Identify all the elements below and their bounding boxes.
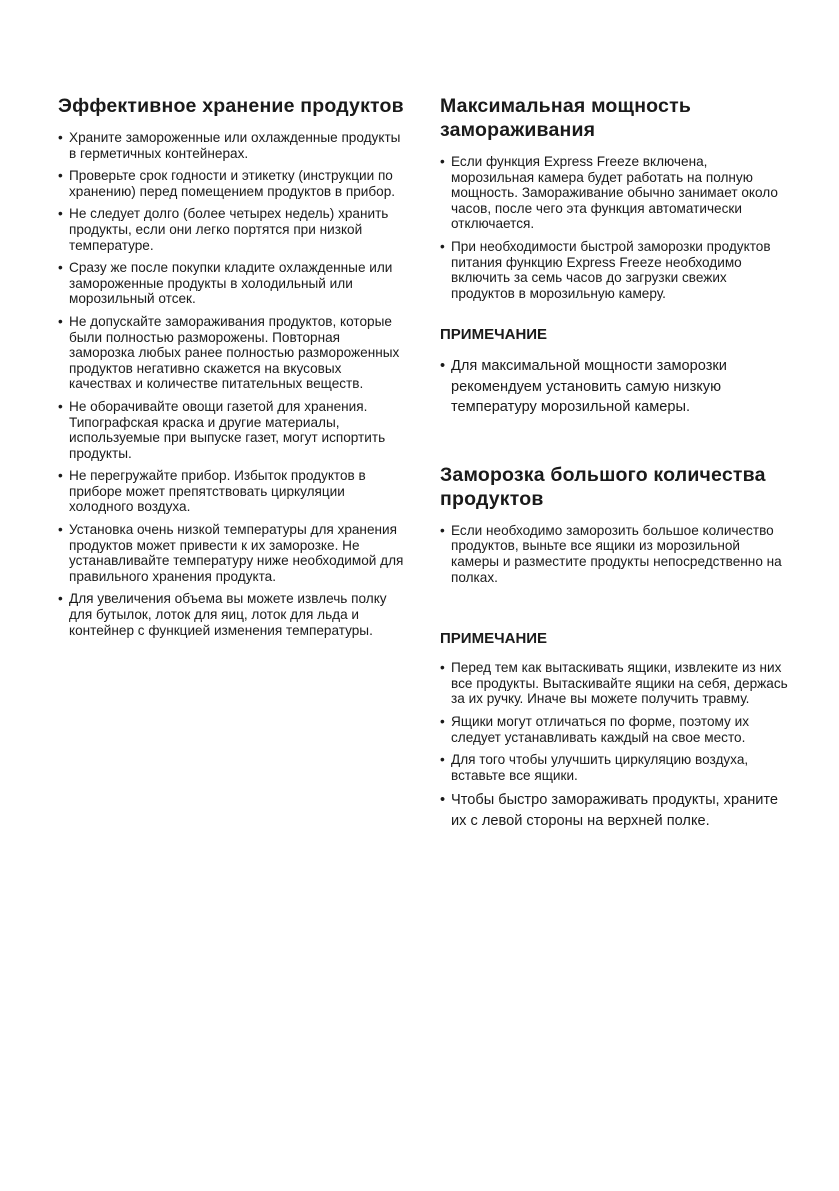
- bulk-freezing-heading: Заморозка большого количества продуктов: [440, 463, 766, 510]
- list-item: • Чтобы быстро замораживать продукты, храните их с левой стороны на верхней полке.: [440, 790, 790, 831]
- note-list: [440, 660, 790, 783]
- storage-list: [58, 130, 404, 638]
- list-item: • Для увеличения объема вы можете извлечь полку для бутылок, лоток для яиц, лоток для льда и контейнер с функцией изменения температуры.: [58, 591, 404, 638]
- note-list-large: [440, 790, 790, 831]
- list-item: • При необходимости быстрой заморозки продуктов питания функцию Express Freeze необходимо включить за семь часов до загрузки свежих продуктов в морозильную камеру.: [440, 239, 790, 301]
- spacer: [440, 592, 790, 630]
- list-item: • Не допускайте замораживания продуктов, которые были полностью разморожены. Повторная заморозка любых ранее полностью размороженных продуктов негативно скажется на вкусовых качествах и количестве питательных веществ.: [58, 314, 404, 392]
- list-item: • Если необходимо заморозить большое количество продуктов, выньте все ящики из морозильной камеры и разместите продукты непосредственно на полках.: [440, 523, 790, 585]
- note-heading: ПРИМЕЧАНИЕ: [440, 630, 548, 648]
- note-heading: ПРИМЕЧАНИЕ: [440, 326, 548, 344]
- list-item: • Если функция Express Freeze включена, морозильная камера будет работать на полную мощность. Замораживание обычно занимает около часов, после чего эта функция автоматически отключается.: [440, 154, 790, 232]
- list-item: • Не оборачивайте овощи газетой для хранения. Типографская краска и другие материалы, используемые при выпуске газет, могут испортить продукты.: [58, 399, 404, 461]
- spacer: [440, 308, 790, 326]
- list-item: • Сразу же после покупки кладите охлажденные или замороженные продукты в холодильный или морозильный отсек.: [58, 260, 404, 307]
- right-column: [440, 94, 790, 838]
- list-item: • Перед тем как вытаскивать ящики, извлеките из них все продукты. Вытаскивайте ящики на себя, держась за их ручку. Иначе вы можете получить травму.: [440, 660, 790, 707]
- list-item: • Проверьте срок годности и этикетку (инструкции по хранению) перед помещением продуктов в прибор.: [58, 168, 404, 199]
- max-freezing-list: [440, 154, 790, 301]
- list-item: • Не перегружайте прибор. Избыток продуктов в приборе может препятствовать циркуляции холодного воздуха.: [58, 468, 404, 515]
- max-freezing-heading: Максимальная мощность замораживания: [440, 95, 692, 141]
- list-item: • Храните замороженные или охлажденные продукты в герметичных контейнерах.: [58, 130, 404, 161]
- list-item: • Для максимальной мощности заморозки рекомендуем установить самую низкую температуру морозильной камеры.: [440, 356, 790, 418]
- list-item: • Установка очень низкой температуры для хранения продуктов может привести к их заморозке. Не устанавливайте температуру ниже необходимой для правильного хранения продукта.: [58, 522, 404, 584]
- left-column: [58, 94, 404, 645]
- bulk-freezing-list: [440, 523, 790, 585]
- list-item: • Ящики могут отличаться по форме, поэтому их следует устанавливать каждый на свое место.: [440, 714, 790, 745]
- list-item: • Для того чтобы улучшить циркуляцию воздуха, вставьте все ящики.: [440, 752, 790, 783]
- storage-heading: Эффективное хранение продуктов: [58, 95, 404, 117]
- note-list: [440, 356, 790, 418]
- list-item: • Не следует долго (более четырех недель) хранить продукты, если они легко портятся при низкой температуре.: [58, 206, 404, 253]
- spacer: [440, 425, 790, 463]
